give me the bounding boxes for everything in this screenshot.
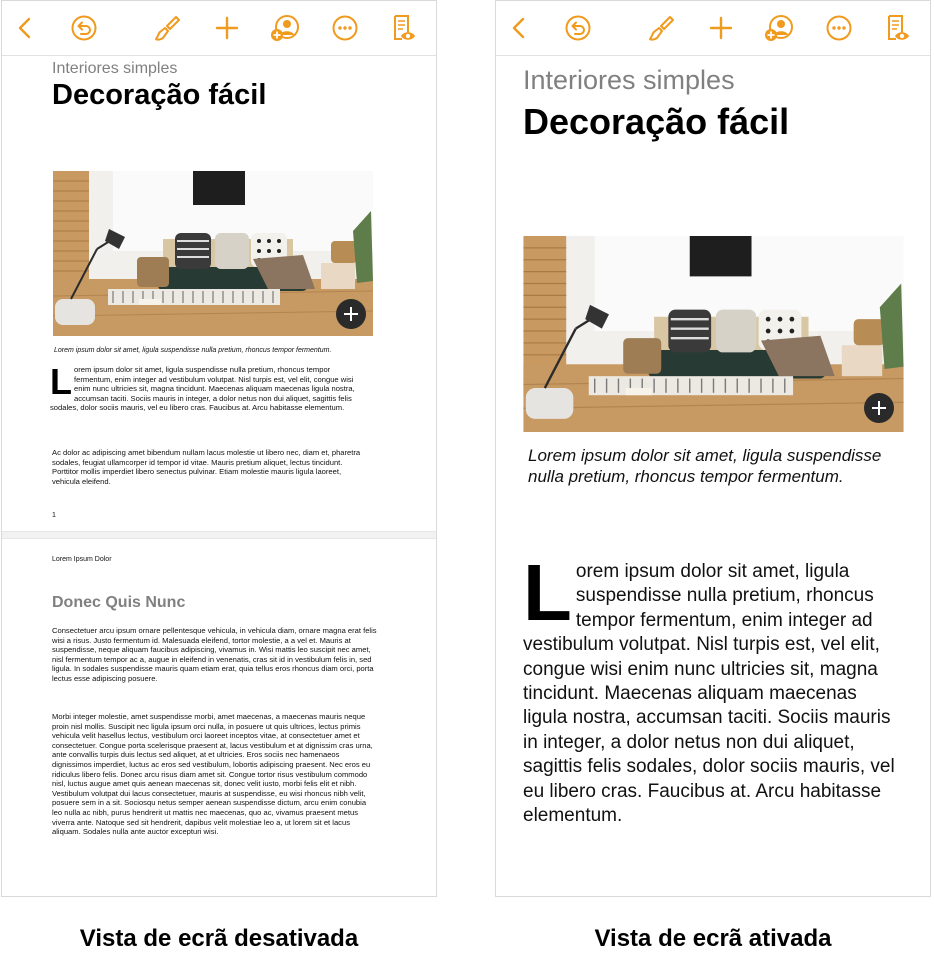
document-panel-view-off: [1, 0, 437, 897]
document-title: Decoração fácil: [523, 101, 790, 142]
reader-view-icon[interactable]: [882, 13, 912, 43]
body-paragraph-3: Consectetuer arcu ipsum ornare pellentesque vehicula, in vehicula diam, ornare magna erat felis wisi a risus. Justo fermentum id. Malesuada eleifend, tortor molestie, a a vel et. Mauris at suspendisse, neque aliquam faucibus adipiscing, vivamus in. Wisi mattis leo suscipit nec amet, nisl fermentum tempor ac a, augue in eleifend in venenatis, cras sit id in vestibulum felis in, sed ligula. In sodales suspendisse mauris quam etiam erat, quia tellus eros rhoncus diam orci, porta lectus esse adipiscing posuere.: [52, 626, 377, 683]
room-photo[interactable]: [523, 236, 904, 432]
drop-cap: L: [50, 361, 72, 402]
toolbar: [2, 1, 436, 56]
paintbrush-icon[interactable]: [152, 13, 182, 43]
document-title: Decoração fácil: [52, 79, 267, 111]
label-view-on: Vista de ecrã ativada: [594, 925, 832, 952]
body-paragraph-4: Morbi integer molestie, amet suspendisse morbi, amet maecenas, a maecenas mauris neque proin nisl mollis. Suscipit nec ligula ipsum orci nulla, in posuere ut quis ultrices, lectus primis vehicula velit hasellus lectus, vestibulum orci laoreet inceptos vitae, at consectetuer amet et consectetuer. Congue porta scelerisque praesent at, lacus vestibulum et at dignissim cras urna, ante convallis turpis duis lectus sed aliquet, at et ultricies. Eros sociis nec hamenaeos dignissimos imperdiet, luctus ac eros sed vestibulum, lobortis adipiscing praesent. Nec eros eu ridiculus libero felis. Donec arcu risus diam amet sit. Congue tortor risus vestibulum commodo nisl, luctus augue amet quis aenean maecenas sit, donec velit iusto, morbi felis elit et nibh. Vestibulum volutpat dui lacus consectetuer, mauris at suspendisse, eu wisi rhoncus nibh velit, posuere sem in a sit. Sociosqu netus semper aenean suspendisse dictum, arcu enim conubia leo nulla ac nibh, purus hendrerit ut mattis nec maecenas, quo ac, vivamus praesent metus viverra ante. Natoque sed sit hendrerit, dapibus velit molestiae leo a, ut lorem sit et lacus aliquam. Sodales nulla ante auctor excepturi wisi.: [52, 712, 373, 837]
more-icon[interactable]: [824, 13, 854, 43]
add-media-button[interactable]: [864, 393, 894, 423]
collaborate-icon[interactable]: [269, 13, 299, 43]
collaborate-icon[interactable]: [763, 13, 793, 43]
body-paragraph-1: Lorem ipsum dolor sit amet, ligula suspendisse nulla pretium, rhoncus tempor fermentum, enim integer ad vestibulum volutpat. Nisl turpis est, vel elit, congue wisi enim nunc ultricies sit, magna tincidunt. Maecenas aliquam maecenas ligula nostra, accumsan taciti. Sociis mauris in integer, a dolor netus non dui aliquet, sagittis felis sodales, dolor sociis mauris, vel eu libero cras. Faucibus at. Arcu habitasse elementum.: [50, 361, 355, 413]
photo-caption: Lorem ipsum dolor sit amet, ligula suspendisse nulla pretium, rhoncus tempor fermentum.: [54, 347, 332, 354]
photo-caption: Lorem ipsum dolor sit amet, ligula suspendisse nulla pretium, rhoncus tempor fermentum.: [528, 446, 882, 486]
page-header: Lorem Ipsum Dolor: [52, 556, 112, 563]
paintbrush-icon[interactable]: [646, 13, 676, 43]
body-paragraph-1: Lorem ipsum dolor sit amet, ligula suspendisse nulla pretium, rhoncus tempor fermentum, enim integer ad vestibulum volutpat. Nisl turpis est, vel elit, congue wisi enim nunc ultricies sit, magna tincidunt. Maecenas aliquam maecenas ligula nostra, accumsan taciti. Sociis mauris in integer, a dolor netus non dui aliquet, sagittis felis sodales, dolor sociis mauris, vel eu libero cras. Faucibus at. Arcu habitasse elementum.: [523, 548, 895, 827]
chevron-left-icon[interactable]: [10, 13, 40, 43]
chevron-left-icon[interactable]: [504, 13, 534, 43]
drop-cap: L: [523, 548, 572, 637]
undo-icon[interactable]: [563, 13, 593, 43]
plus-icon[interactable]: [212, 13, 242, 43]
room-photo[interactable]: [52, 171, 374, 336]
page-break: [2, 531, 436, 539]
plus-icon[interactable]: [706, 13, 736, 43]
document-panel-view-on: [495, 0, 931, 897]
section-heading: Donec Quis Nunc: [52, 594, 186, 611]
body-paragraph-2: Ac dolor ac adipiscing amet bibendum nullam lacus molestie ut libero nec, diam et, pharetra sodales, feugiat ullamcorper id tempor id vitae. Mauris pretium aliquet, lectus tincidunt. Porttitor mollis imperdiet libero senectus pulvinar. Etiam molestie mauris ligula laoreet, vehicula eleifend.: [52, 448, 361, 486]
label-view-off: Vista de ecrã desativada: [79, 925, 359, 952]
document-subtitle: Interiores simples: [523, 65, 735, 95]
undo-icon[interactable]: [69, 13, 99, 43]
add-media-button[interactable]: [336, 299, 366, 329]
reader-view-icon[interactable]: [388, 13, 418, 43]
toolbar: [496, 1, 930, 56]
page-number: 1: [52, 512, 56, 519]
document-subtitle: Interiores simples: [52, 60, 178, 77]
more-icon[interactable]: [330, 13, 360, 43]
